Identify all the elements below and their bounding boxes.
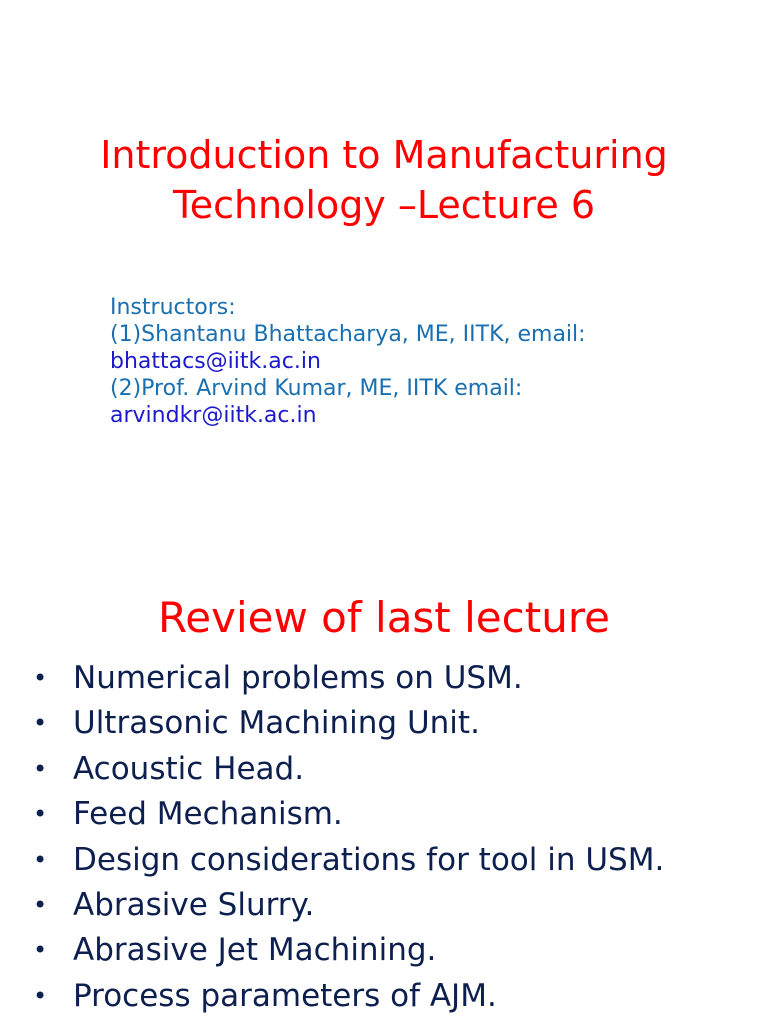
- bullet-text: Acoustic Head.: [73, 750, 305, 787]
- bullet-icon: •: [33, 890, 48, 919]
- bullet-item: [0, 928, 768, 973]
- review-bullet-list: [0, 656, 768, 1019]
- bullet-icon: •: [33, 709, 48, 738]
- bullet-item: [0, 701, 768, 746]
- instructor-2: (2)Prof. Arvind Kumar, ME, IITK email:: [110, 376, 523, 401]
- bullet-text: Numerical problems on USM.: [73, 660, 523, 696]
- bullet-item: [0, 792, 768, 837]
- bullet-item: [0, 747, 768, 792]
- bullet-icon: •: [33, 936, 48, 965]
- instructor-1: (1)Shantanu Bhattacharya, ME, IITK, email:: [110, 322, 586, 347]
- slide-title-line-1: Introduction to Manufacturing: [100, 133, 668, 177]
- review-title: Review of last lecture: [157, 593, 610, 642]
- instructor-1-email-link[interactable]: bhattacs@iitk.ac.in: [110, 349, 321, 374]
- instructors-block: [110, 294, 750, 429]
- bullet-item: [0, 656, 768, 701]
- bullet-text: Process parameters of AJM.: [73, 977, 497, 1014]
- bullet-item: [0, 974, 768, 1019]
- slide-title-line-2: Technology –Lecture 6: [172, 183, 596, 227]
- bullet-text: Abrasive Jet Machining.: [73, 932, 437, 969]
- bullet-item: [0, 883, 768, 928]
- bullet-icon: •: [33, 664, 48, 692]
- bullet-text: Abrasive Slurry.: [73, 886, 315, 923]
- instructor-2-email-link[interactable]: arvindkr@iitk.ac.in: [110, 403, 317, 428]
- bullet-icon: •: [33, 754, 48, 783]
- instructors-label: Instructors:: [110, 295, 236, 320]
- bullet-icon: •: [33, 800, 48, 829]
- bullet-item: [0, 838, 768, 883]
- bullet-icon: •: [33, 845, 48, 874]
- bullet-text: Ultrasonic Machining Unit.: [73, 705, 480, 742]
- bullet-icon: •: [33, 981, 48, 1010]
- bullet-text: Feed Mechanism.: [73, 796, 343, 833]
- slide-title: [0, 130, 768, 230]
- bullet-text: Design considerations for tool in USM.: [73, 841, 665, 878]
